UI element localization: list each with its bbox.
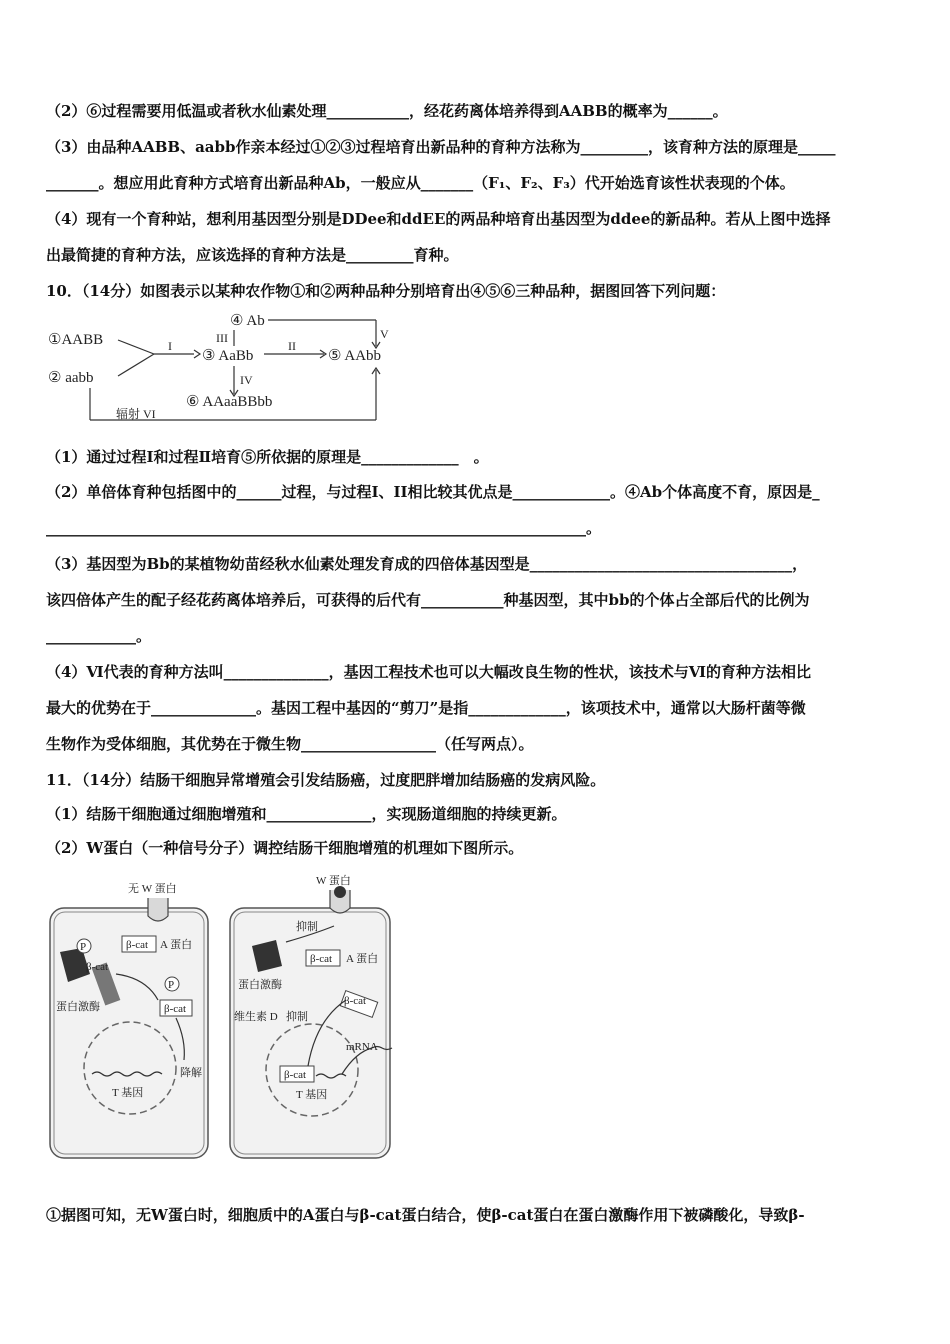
strain-4: ④ Ab — [230, 313, 265, 329]
right-kinase-label: 蛋白激酶 — [238, 979, 282, 991]
inhibit-label-2: 抑制 — [286, 1011, 308, 1023]
degrade-label: 降解 — [180, 1067, 202, 1079]
w-protein-label: W 蛋白 — [316, 875, 351, 887]
right-bcat-free-label: β-cat — [344, 995, 367, 1007]
route-1: I — [168, 339, 172, 353]
line-18: （2）W蛋白（一种信号分子）调控结肠干细胞增殖的机理如下图所示。 — [46, 839, 524, 857]
inhibit-label-1: 抑制 — [296, 921, 318, 933]
strain-3: ③ AaBb — [202, 348, 254, 364]
cell-diagram — [46, 870, 394, 1162]
line-1: （2）⑥过程需要用低温或者秋水仙素处理___________，经花药离体培养得到AABB的概率为______。 — [46, 102, 728, 120]
line-8: （2）单倍体育种包括图中的______过程，与过程I、II相比较其优点是_____________。④Ab个体高度不育，原因是_ — [46, 483, 820, 501]
mrna-label: mRNA — [346, 1041, 378, 1053]
right-a-protein-label: A 蛋白 — [346, 953, 379, 965]
question-11-title: 11．（14分）结肠干细胞异常增殖会引发结肠癌，过度肥胖增加结肠癌的发病风险。 — [46, 771, 606, 789]
strain-5: ⑤ AAbb — [328, 348, 382, 364]
line-4: （4）现有一个育种站，想利用基因型分别是DDee和ddEE的两品种培育出基因型为ddee的新品种。若从上图中选择 — [46, 210, 831, 228]
left-p-label: P — [80, 941, 87, 953]
left-a-protein-label: A 蛋白 — [160, 939, 193, 951]
breeding-diagram — [46, 308, 416, 426]
right-bcat-label: β-cat — [310, 953, 333, 965]
left-t-gene-label: T 基因 — [112, 1087, 144, 1099]
line-5: 出最简捷的育种方法，应该选择的育种方法是_________育种。 — [46, 246, 459, 264]
no-w-protein-label: 无 W 蛋白 — [128, 883, 177, 895]
route-6: 辐射 VI — [116, 407, 156, 421]
parent-aabb-upper: ①AABB — [48, 332, 104, 348]
parent-aabb-lower: ② aabb — [48, 370, 94, 386]
line-9: ________________________________________________________________________。 — [46, 519, 602, 537]
right-bcat-nucleus-label: β-cat — [284, 1069, 307, 1081]
line-3: _______。想应用此育种方式培育出新品种Ab，一般应从_______（F₁、F₂、F₃）代开始选育该性状表现的个体。 — [46, 174, 795, 192]
line-2: （3）由品种AABB、aabb作亲本经过①②③过程培育出新品种的育种方法称为_________，该育种方法的原理是_____ — [46, 138, 836, 156]
left-bcat-bound-label: β-cat — [86, 961, 109, 973]
route-5: V — [380, 327, 389, 341]
left-bcat-label: β-cat — [126, 939, 149, 951]
line-11: 该四倍体产生的配子经花药离体培养后，可获得的后代有___________种基因型，其中bb的个体占全部后代的比例为 — [46, 591, 810, 609]
route-2: II — [288, 339, 296, 353]
line-17: （1）结肠干细胞通过细胞增殖和______________，实现肠道细胞的持续更新。 — [46, 805, 567, 823]
route-4: IV — [240, 373, 253, 387]
strain-6: ⑥ AAaaBBbb — [186, 394, 273, 410]
left-bcat-free-label: β-cat — [164, 1003, 187, 1015]
left-kinase-label: 蛋白激酶 — [56, 1001, 100, 1013]
line-13: （4）Ⅵ代表的育种方法叫______________，基因工程技术也可以大幅改良生物的性状，该技术与Ⅵ的育种方法相比 — [46, 663, 811, 681]
line-12: ____________。 — [46, 627, 152, 645]
line-7: （1）通过过程Ⅰ和过程Ⅱ培育⑤所依据的原理是_____________ 。 — [46, 448, 489, 466]
route-3: III — [216, 331, 228, 345]
right-t-gene-label: T 基因 — [296, 1089, 328, 1101]
vitamin-d-label: 维生素 D — [234, 1011, 278, 1023]
line-15: 生物作为受体细胞，其优势在于微生物__________________（任写两点）。 — [46, 735, 534, 753]
line-19: ①据图可知，无W蛋白时，细胞质中的A蛋白与β-cat蛋白结合，使β-cat蛋白在蛋白激酶作用下被磷酸化，导致β- — [46, 1206, 805, 1224]
line-14: 最大的优势在于______________。基因工程中基因的“剪刀”是指_____________，该项技术中，通常以大肠杆菌等微 — [46, 699, 806, 717]
line-10: （3）基因型为Bb的某植物幼苗经秋水仙素处理发育成的四倍体基因型是___________________________________， — [46, 555, 808, 573]
left-p2-label: P — [168, 979, 175, 991]
question-10-title: 10．（14分）如图表示以某种农作物①和②两种品种分别培育出④⑤⑥三种品种，据图回答下列问题： — [46, 282, 726, 300]
